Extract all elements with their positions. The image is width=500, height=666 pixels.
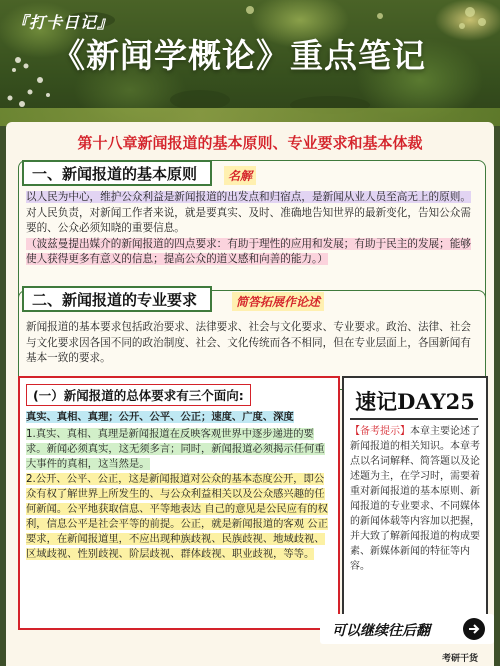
- memo-panel: [342, 376, 488, 630]
- notes-paper: [6, 122, 494, 666]
- requirements-heading: (一）新闻报道的总体要求有三个面向:: [26, 384, 251, 406]
- section1-paragraph: 以人民为中心，维护公众利益是新闻报道的出发点和归宿点，是新闻从业人员至高无上的原则。: [26, 191, 471, 203]
- requirements-keywords: 真实、真相、真理；公开、公平、公正；速度、广度、深度: [26, 411, 294, 423]
- continue-label: 可以继续往后翻: [332, 623, 430, 639]
- requirements-body: [26, 410, 330, 562]
- section1-paragraph: （波兹曼提出媒介的新闻报道的四点要求：有助于理性的应用和发展；有助于民主的发展；能够使人获得更多有意义的信息；提高公众的道义感和向善的能力。）: [26, 237, 471, 265]
- memo-divider: [350, 418, 478, 420]
- page-title: 《新闻学概论》重点笔记: [52, 36, 426, 75]
- memo-text: [350, 424, 480, 574]
- section2-heading: 二、新闻报道的专业要求: [22, 286, 212, 312]
- tip-content: 本章主要论述了新闻报道的相关知识。本章考点以名词解释、简答题以及论述题为主，在学习时，需要着重对新闻报道的基本原则、新闻报道的专业要求、不同媒体的新闻体载等内容加以把握，并大致了解新闻报道的构成要素、新媒体新闻的特征等内容。: [350, 426, 480, 572]
- memo-title: 速记DAY25: [355, 389, 475, 414]
- tip-label: 【备考提示】: [350, 426, 410, 437]
- requirements-point-2: 2.公开、公平、公正，这是新闻报道对公众的基本态度公开，即公众有权了解世界上所发生的、与公众利益相关以及公众感兴趣的任何新闻。公平地获取信息、平等地表达 自己的意见是公民应有的权利，信息公平是社会平等的前提。公正，就是新闻报道的客观 公正要求，在新闻报道里，不应出现种族歧视、民族歧视、地域歧视、区域歧视、性别歧视、阶层歧视、群体歧视、职业歧视，等等。: [26, 473, 328, 560]
- section1-note: 名解: [224, 166, 256, 185]
- requirements-panel: [18, 376, 340, 630]
- section1-paragraph: 对人民负责，对新闻工作者来说，就是要真实、及时、准确地告知世界的最新变化，告知公众需要的、公众必须知晓的重要信息。: [26, 206, 471, 234]
- requirements-point-1: 1.真实、真相、真理是新闻报道在反映客观世界中逐步递进的要求。新闻必须真实，这无须多言；同时，新闻报道必须揭示任何重大事件的真相，这当然是。: [26, 428, 325, 470]
- diary-tag: 『打卡日记』: [12, 13, 115, 32]
- chapter-title: 第十八章新闻报道的基本原则、专业要求和基本体裁: [77, 134, 423, 152]
- section1-heading: 一、新闻报道的基本原则: [22, 160, 212, 186]
- continue-banner[interactable]: [320, 614, 494, 644]
- header-banner: [0, 0, 500, 126]
- arrow-right-icon[interactable]: [462, 617, 486, 641]
- section2-note: 简答拓展作论述: [232, 292, 324, 311]
- section2-paragraph: 新闻报道的基本要求包括政治要求、法律要求、社会与文化要求、专业要求。政治、法律、社会与文化要求因各国不同的政治制度、社会、文化传统而各不相同，但在专业层面上，各国新闻有基本一致的要求。: [26, 321, 471, 364]
- section2-body: [26, 320, 478, 367]
- brand-label: 考研干货: [442, 654, 479, 664]
- section1-body: [26, 190, 478, 268]
